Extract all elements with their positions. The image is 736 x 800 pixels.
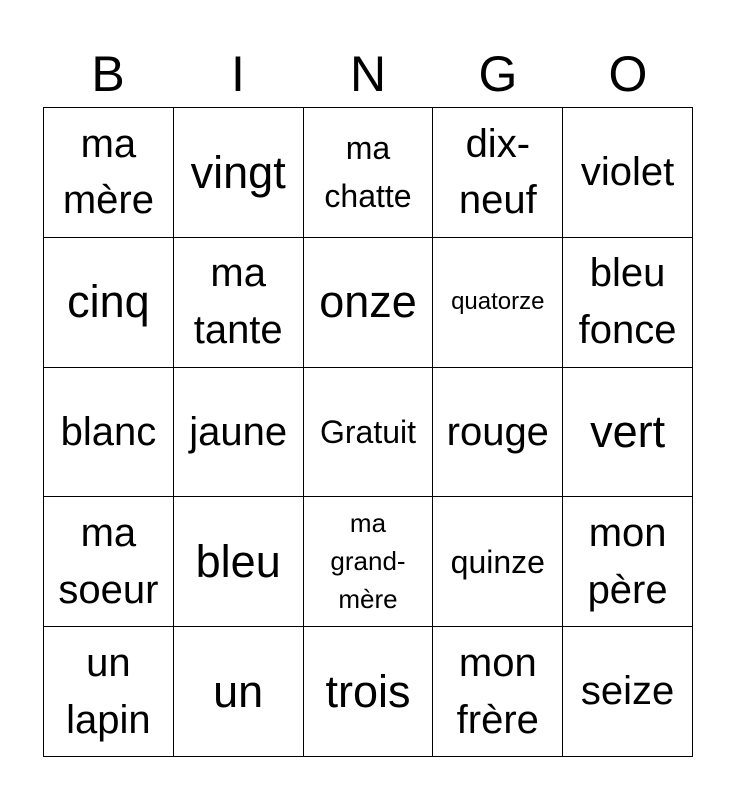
cell-label: rouge xyxy=(446,409,549,454)
bingo-cell-r5c4[interactable] xyxy=(433,627,563,757)
cell-label: jaune xyxy=(189,409,288,454)
cell-label: ma soeur xyxy=(58,510,159,612)
cell-label: mon frère xyxy=(456,640,539,742)
bingo-cell-r1c5[interactable] xyxy=(563,108,693,238)
cell-label: un lapin xyxy=(66,640,151,742)
bingo-cell-r5c2[interactable] xyxy=(174,627,304,757)
bingo-cell-r2c3[interactable] xyxy=(304,238,434,368)
bingo-cell-r2c4[interactable] xyxy=(433,238,563,368)
cell-label: cinq xyxy=(67,276,150,328)
cell-label: vert xyxy=(590,406,666,458)
cell-label: quatorze xyxy=(451,288,545,316)
cell-label: ma tante xyxy=(193,251,283,353)
bingo-cell-r2c5[interactable] xyxy=(563,238,693,368)
header-letter-n: N xyxy=(349,46,387,102)
bingo-cell-r4c3[interactable] xyxy=(304,497,434,627)
cell-label: violet xyxy=(580,150,675,194)
bingo-card-grid xyxy=(43,107,693,757)
free-space-label: Gratuit xyxy=(319,413,416,450)
bingo-cell-r3c2[interactable] xyxy=(174,368,304,498)
cell-label: un xyxy=(213,665,264,717)
bingo-cell-r3c5[interactable] xyxy=(563,368,693,498)
bingo-cell-r5c1[interactable] xyxy=(44,627,174,757)
cell-label: trois xyxy=(325,665,411,717)
bingo-cell-r3c4[interactable] xyxy=(433,368,563,498)
header-letter-o: O xyxy=(608,46,648,102)
cell-label: ma chatte xyxy=(324,130,412,215)
cell-label: blanc xyxy=(60,409,157,454)
bingo-cell-r4c2[interactable] xyxy=(174,497,304,627)
header-letter-i: I xyxy=(231,46,245,102)
bingo-cell-r1c2[interactable] xyxy=(174,108,304,238)
bingo-cell-r5c3[interactable] xyxy=(304,627,434,757)
header-letter-g: G xyxy=(478,46,518,102)
cell-label: vingt xyxy=(190,146,286,198)
bingo-cell-r5c5[interactable] xyxy=(563,627,693,757)
header-letter-b: B xyxy=(91,46,125,102)
bingo-cell-r1c1[interactable] xyxy=(44,108,174,238)
bingo-cell-r4c4[interactable] xyxy=(433,497,563,627)
cell-label: bleu fonce xyxy=(578,251,677,353)
bingo-cell-r4c5[interactable] xyxy=(563,497,693,627)
bingo-cell-r3c1[interactable] xyxy=(44,368,174,498)
bingo-cell-r2c1[interactable] xyxy=(44,238,174,368)
bingo-cell-free[interactable] xyxy=(304,368,434,498)
cell-label: seize xyxy=(580,669,675,714)
bingo-cell-r1c3[interactable] xyxy=(304,108,434,238)
cell-label: ma mère xyxy=(62,121,154,223)
bingo-header xyxy=(43,40,693,108)
cell-label: onze xyxy=(319,276,417,328)
cell-label: mon père xyxy=(587,510,668,612)
cell-label: ma grand- mère xyxy=(330,508,406,614)
bingo-cell-r2c2[interactable] xyxy=(174,238,304,368)
cell-label: bleu xyxy=(195,535,281,587)
cell-label: dix- neuf xyxy=(458,121,537,223)
cell-label: quinze xyxy=(450,543,545,580)
bingo-cell-r1c4[interactable] xyxy=(433,108,563,238)
bingo-cell-r4c1[interactable] xyxy=(44,497,174,627)
